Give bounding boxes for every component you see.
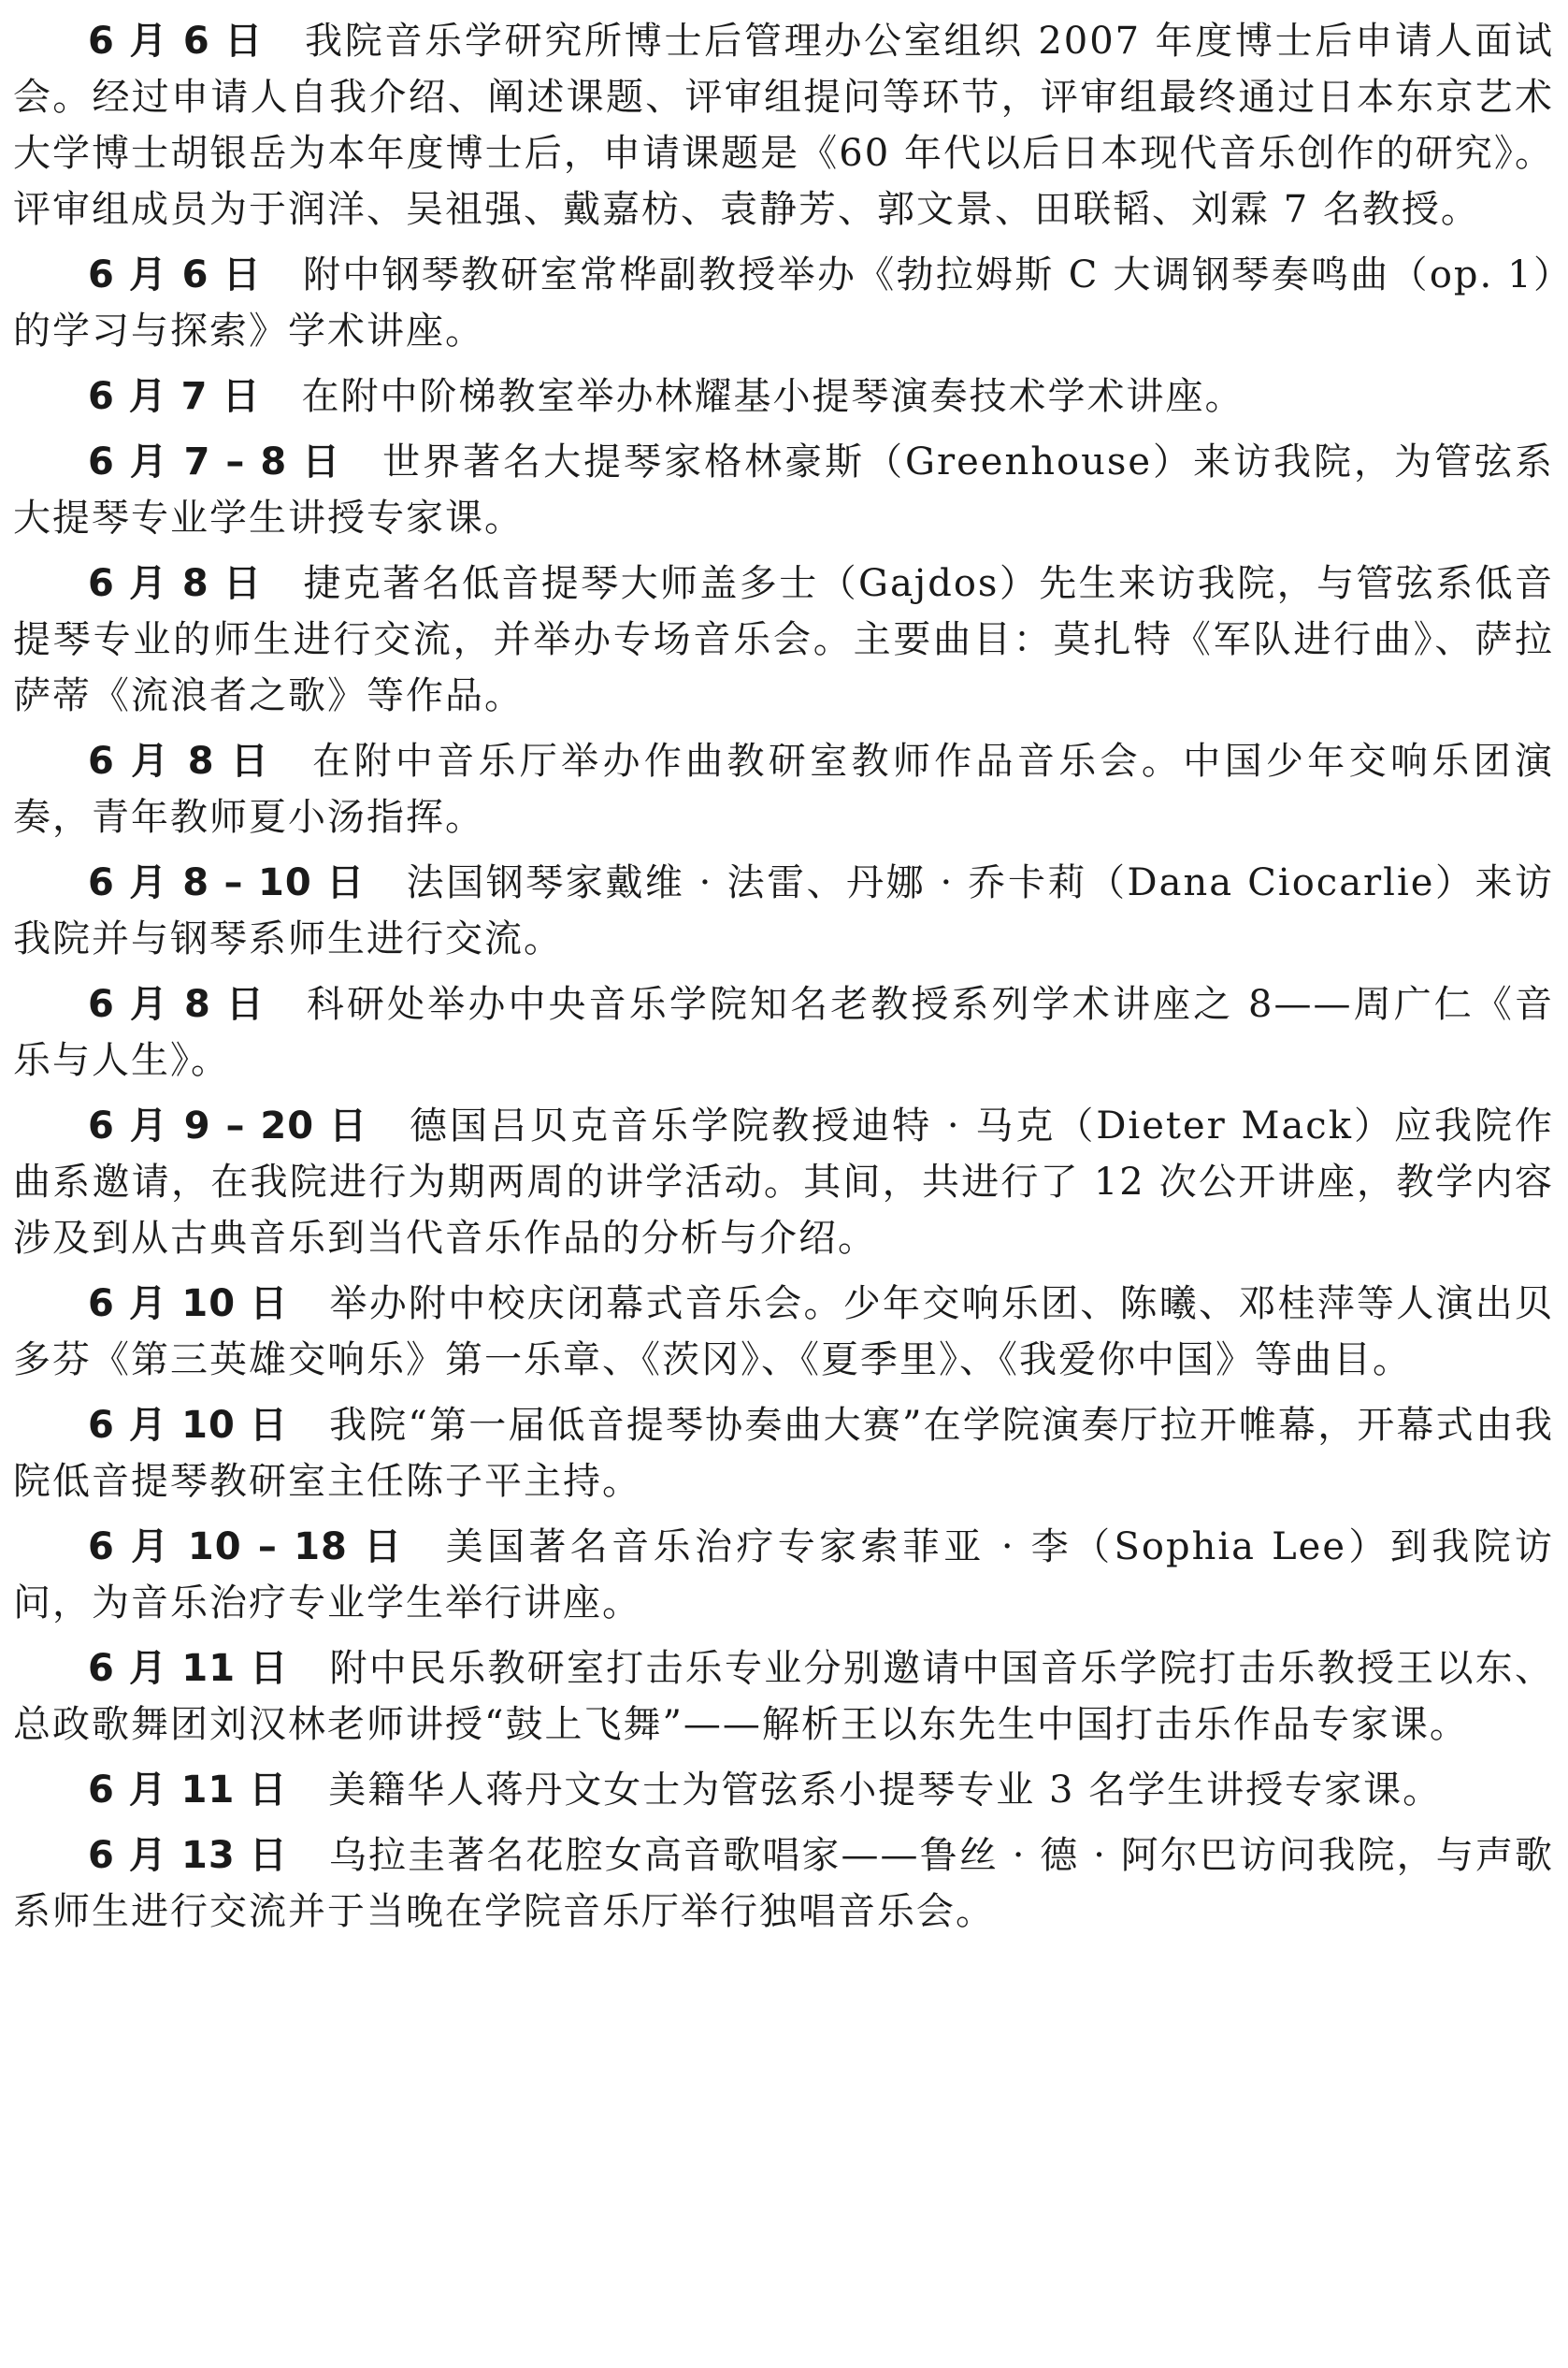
chronicle-entry <box>13 247 1554 359</box>
chronicle-entry <box>13 556 1554 724</box>
entry-text: 世界著名大提琴家格林豪斯（Greenhouse）来访我院，为管弦系大提琴专业学生讲授专家课。 <box>13 440 1555 540</box>
entry-date: 6 月 11 日 <box>88 1647 289 1690</box>
chronicle-entry <box>13 1276 1554 1388</box>
entry-text: 在附中音乐厅举办作曲教研室教师作品音乐会。中国少年交响乐团演奏，青年教师夏小汤指挥。 <box>13 740 1554 839</box>
entry-date: 6 月 11 日 <box>88 1769 288 1812</box>
entry-text: 乌拉圭著名花腔女高音歌唱家——鲁丝 · 德 · 阿尔巴访问我院，与声歌系师生进行交流并于当晚在学院音乐厅举行独唱音乐会。 <box>13 1834 1554 1933</box>
document-page <box>13 13 1554 1949</box>
entry-date: 6 月 9 – 20 日 <box>88 1105 369 1148</box>
entry-text: 法国钢琴家戴维 · 法雷、丹娜 · 乔卡莉（Dana Ciocarlie）来访我院并与钢琴系师生进行交流。 <box>13 861 1555 960</box>
entry-date: 6 月 8 日 <box>88 983 266 1026</box>
chronicle-entry <box>13 1519 1554 1631</box>
chronicle-entry <box>13 1098 1554 1266</box>
entry-date: 6 月 6 日 <box>88 253 262 296</box>
entry-date: 6 月 8 日 <box>88 562 263 605</box>
entry-text: 捷克著名低音提琴大师盖多士（Gajdos）先生来访我院，与管弦系低音提琴专业的师生进行交流，并举办专场音乐会。主要曲目：莫扎特《军队进行曲》、萨拉萨蒂《流浪者之歌》等作品。 <box>13 562 1554 717</box>
entry-text: 举办附中校庆闭幕式音乐会。少年交响乐团、陈曦、邓桂萍等人演出贝多芬《第三英雄交响乐》第一乐章、《茨冈》、《夏季里》、《我爱你中国》等曲目。 <box>13 1282 1555 1381</box>
entry-text: 我院音乐学研究所博士后管理办公室组织 2007 年度博士后申请人面试会。经过申请人自我介绍、阐述课题、评审组提问等环节，评审组最终通过日本东京艺术大学博士胡银岳为本年度博士后，申请课题是《60 年代以后日本现代音乐创作的研究》。评审组成员为于润洋、吴祖强、戴嘉枋、袁静芳、郭文景、田联韬、刘霖 7 名教授。 <box>13 20 1554 231</box>
chronicle-entry <box>13 1640 1554 1753</box>
entry-date: 6 月 8 – 10 日 <box>88 861 366 904</box>
chronicle-entry <box>13 1397 1554 1509</box>
chronicle-entry <box>13 368 1554 425</box>
entry-date: 6 月 8 日 <box>88 740 272 783</box>
entry-text: 科研处举办中央音乐学院知名老教授系列学术讲座之 8——周广仁《音乐与人生》。 <box>13 983 1554 1082</box>
entry-text: 美籍华人蒋丹文女士为管弦系小提琴专业 3 名学生讲授专家课。 <box>328 1769 1443 1812</box>
chronicle-entry <box>13 733 1554 845</box>
entry-text: 美国著名音乐治疗专家索菲亚 · 李（Sophia Lee）到我院访问，为音乐治疗专业学生举行讲座。 <box>13 1525 1554 1624</box>
entry-date: 6 月 7 – 8 日 <box>88 440 342 484</box>
chronicle-entry <box>13 434 1554 546</box>
entry-date: 6 月 7 日 <box>88 375 261 418</box>
chronicle-entry <box>13 976 1554 1089</box>
entry-date: 6 月 10 – 18 日 <box>88 1525 405 1568</box>
entry-date: 6 月 6 日 <box>88 20 265 63</box>
entry-text: 附中民乐教研室打击乐专业分别邀请中国音乐学院打击乐教授王以东、总政歌舞团刘汉林老师讲授“鼓上飞舞”——解析王以东先生中国打击乐作品专家课。 <box>13 1647 1555 1746</box>
chronicle-entry <box>13 855 1554 967</box>
entry-date: 6 月 13 日 <box>88 1834 288 1877</box>
chronicle-entry <box>13 1762 1554 1818</box>
entry-text: 德国吕贝克音乐学院教授迪特 · 马克（Dieter Mack）应我院作曲系邀请，在我院进行为期两周的讲学活动。其间，共进行了 12 次公开讲座，教学内容涉及到从古典音乐到当代音乐作品的分析与介绍。 <box>13 1105 1554 1260</box>
entry-date: 6 月 10 日 <box>88 1282 289 1325</box>
chronicle-entry <box>13 1827 1554 1940</box>
entry-text: 在附中阶梯教室举办林耀基小提琴演奏技术学术讲座。 <box>301 375 1244 418</box>
entry-text: 附中钢琴教研室常桦副教授举办《勃拉姆斯 C 大调钢琴奏鸣曲（op. 1）的学习与探索》学术讲座。 <box>13 253 1554 353</box>
chronicle-entry <box>13 13 1554 238</box>
entry-text: 我院“第一届低音提琴协奏曲大赛”在学院演奏厅拉开帷幕，开幕式由我院低音提琴教研室主任陈子平主持。 <box>13 1404 1554 1503</box>
entry-date: 6 月 10 日 <box>88 1404 289 1447</box>
